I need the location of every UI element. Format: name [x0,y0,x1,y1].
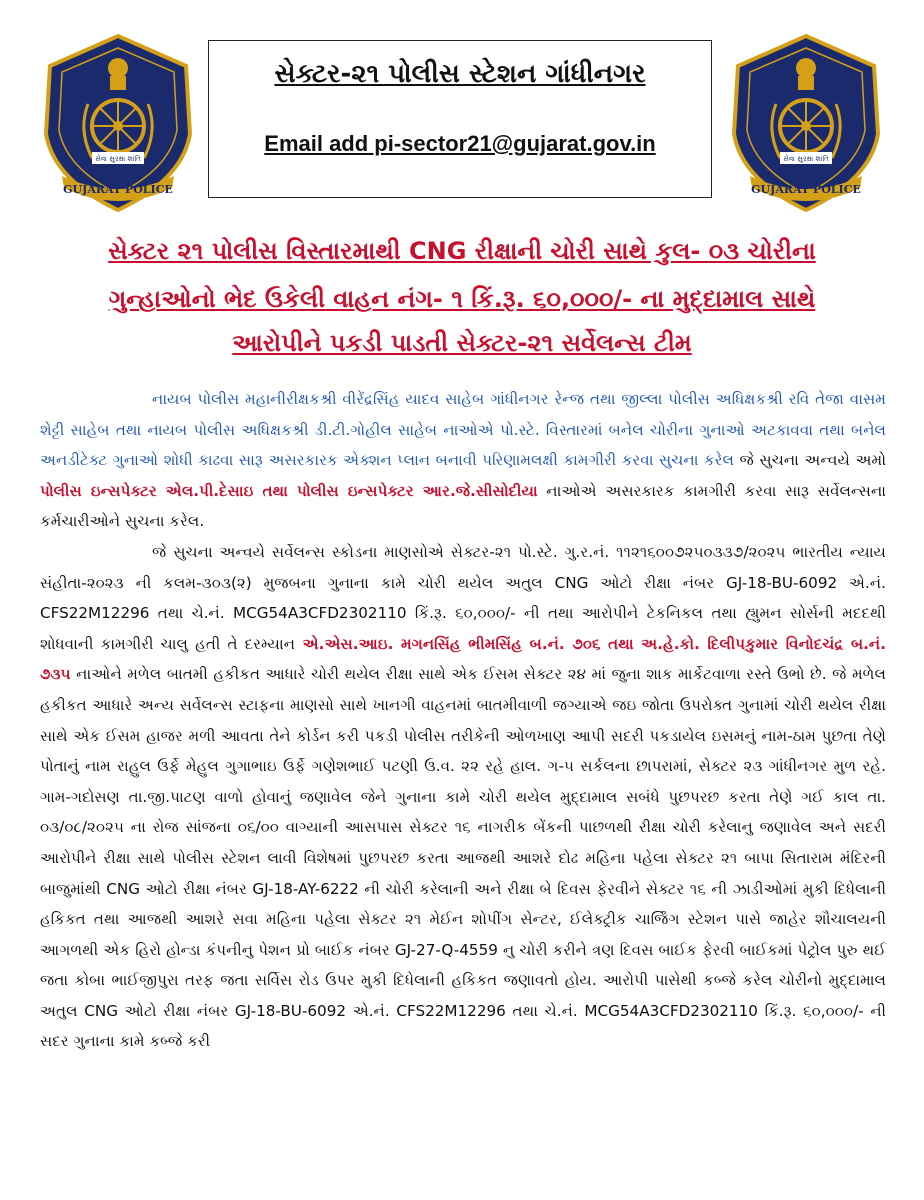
paragraph-1-directive: નાયબ પોલીસ મહાનીરીક્ષકશ્રી વીરેંદ્રસિંહ યાદવ સાહેબ ગાંધીનગર રેન્જ તથા જીલ્લા પોલીસ અધિક્ષકશ્રી રવિ તેજા વાસમ શેટ્ટી સાહેબ તથા નાયબ પોલીસ અધિક્ષકશ્રી ડી.ટી.ગોહીલ સાહેબ નાઓએ પો.સ્ટે. વિસ્તારમાં બનેલ ચોરીના ગુનાઓ અટકાવવા તથા બનેલ અનડીટેક્ટ ગુનાઓ શોધી કાઢવા સારૂ અસરકારક એક્શન પ્લાન બનાવી પરિણામલક્ષી કામગીરી કરવા સુચના કરેલ [40,390,886,470]
headline-line-2: ગુન્હાઓનો ભેદ ઉકેલી વાહન નંગ- ૧ કિં.રૂ. ૬૦,૦૦૦/- ના મુદ્દામાલ સાથે [108,285,816,313]
header-title: સેક્ટર-૨૧ પોલીસ સ્ટેશન ગાંધીનગર [274,59,646,89]
paragraph-2-text-b: નાઓને મળેલ બાતમી હકીકત આધારે ચોરી થયેલ રીક્ષા સાથે એક ઈસમ સેક્ટર ૨૪ માં જુના શાક માર્કેટવાળા રસ્તે ઉભો છે. જે મળેલ હકીકત આધારે અન્ય સર્વેલન્સ સ્ટાફના માણસો સાથે ખાનગી વાહનમાં બાતમીવાળી જગ્યાએ જઇ જોતા ઉપરોક્ત ગુનામાં ચોરી થયેલ રીક્ષા સાથે એક ઈસમ હાજર મળી આવતા તેને કોર્ડન કરી પકડી પોલીસ તરીકેની ઓળખાણ આપી સદરી પકડાયેલ ઇસમનું નામ-ઠામ પુછતા તેણે પોતાનું નામ રાહુલ ઉર્ફે મેહુલ ગુગાભાઇ ઉર્ફે ગણેશભાઈ પટણી ઉ.વ. ૨૨ રહે હાલ. ગ-૫ સર્કલના છાપરામાં, સેક્ટર ૨૩ ગાંધીનગર મુળ રહે. ગામ-ગદોસણ તા.જી.પાટણ વાળો હોવાનું જણાવેલ જેને ગુનાના કામે ચોરી થયેલ મુદ્દામાલ સબંધે પુછપરછ કરતા તેણે ગઈ કાલ તા. ૦૩/૦૮/૨૦૨૫ ના રોજ સાંજના ૦૬/૦૦ વાગ્યાની આસપાસ સેક્ટર ૧૬ નાગરીક બેંકની પાછળથી રીક્ષા ચોરી કરેલાનુ જણાવેલ અને સદરી આરોપીને રીક્ષા સાથે પોલીસ સ્ટેશન લાવી વિશેષમાં પુછપરછ કરતા આજથી આશરે દોઢ મહિના પહેલા સેક્ટર ૨૧ બાપા સિતારામ મંદિરની બાજુમાંથી CNG ઓટો રીક્ષા નંબર GJ-18-AY-6222 ની ચોરી કરેલાની અને રીક્ષા બે દિવસ ફેરવીને સેક્ટર ૧૬ ની ઝાડીઓમાં મુકી દિધેલાની હકિકત તથા આજથી આશરે સવા મહિના પહેલા સેક્ટર ૨૧ મેઈન શોપીંગ સેન્ટર, ઈલેક્ટ્રીક ચાર્જિંગ સ્ટેશન પાસે જાહેર શૌચાલયની આગળથી એક હિરો હોન્ડા કંપનીનુ પેશન પ્રો બાઈક નંબર GJ-27-Q-4559 નુ ચોરી કરીને ત્રણ દિવસ બાઈક ફેરવી બાઈકમાં પેટ્રોલ પુરુ થઈ જતા કોબા ભાઈજીપુરા તરફ જતા સર્વિસ રોડ ઉપર મુકી દિધેલાની હકિકત જણાવતો હોય. આરોપી પાસેથી કબ્જે કરેલ ચોરીનો મુદ્દામાલ અતુલ CNG ઓટો રીક્ષા નંબર GJ-18-BU-6092 એ.નં. CFS22M12296 તથા ચે.નં. MCG54A3CFD2302110 કિં.રૂ. ૬૦,૦૦૦/- ની સદર ગુનાના કામે કબ્જે કરી [40,665,886,1051]
paragraph-2 [40,537,886,1057]
header-email: Email add pi-sector21@gujarat.gov.in [264,131,656,156]
gujarat-police-emblem-right [720,30,892,216]
emblem-label: GUJARAT POLICE [63,183,173,196]
emblem-label: GUJARAT POLICE [751,183,861,196]
press-note-body [40,384,886,1057]
header-box [208,40,712,198]
headline-line-3: આરોપીને પકડી પાડતી સેક્ટર-૨૧ સર્વેલન્સ ટીમ [232,329,692,357]
paragraph-1 [40,384,886,537]
emblem-motto: સેવા સુરક્ષા શાંતિ [95,155,141,163]
paragraph-2-text-a: જે સુચના અન્વયે સર્વેલન્સ સ્કોડના માણસોએ સેક્ટર-૨૧ પો.સ્ટે. ગુ.ર.નં. ૧૧૨૧૬૦૦૭૨૫૦૩૩૭/૨૦૨૫ ભારતીય ન્યાય સંહીતા-૨૦૨૩ ની કલમ-૩૦૩(૨) મુજબના ગુનાના કામે ચોરી થયેલ અતુલ CNG ઓટો રીક્ષા નંબર GJ-18-BU-6092 એ.નં. CFS22M12296 તથા ચે.નં. MCG54A3CFD2302110 કિં.રૂ. ૬૦,૦૦૦/- ની તથા આરોપીને ટેકનિકલ તથા હ્યુમન સોર્સની મદદથી શોધવાની કામગીરી ચાલુ હતી તે દરમ્યાન [40,542,886,653]
paragraph-1-text-a: જે સુચના અન્વયે અમો [734,451,886,470]
paragraph-2-officers: એ.એસ.આઇ. મગનસિંહ ભીમસિંહ બ.નં. ૭૦૬ તથા અ.હે.કો. દિલીપકુમાર વિનોદચંદ્ર બ.નં. ૭૩૫ [40,634,886,684]
emblem-motto: સેવા સુરક્ષા શાંતિ [783,155,829,163]
gujarat-police-emblem-left [32,30,204,216]
paragraph-1-officers: પોલીસ ઇન્સપેક્ટર એલ.પી.દેસાઇ તથા પોલીસ ઇન્સપેક્ટર આર.જે.સીસોદીયા [40,481,538,500]
paragraph-1-text-b: નાઓએ અસરકારક કામગીરી કરવા સારૂ સર્વેલન્સના કર્મચારીઓને સુચના કરેલ. [40,481,886,531]
headline-line-1: સેક્ટર ૨૧ પોલીસ વિસ્તારમાથી CNG રીક્ષાની ચોરી સાથે કુલ- ૦૩ ચોરીના [108,237,816,265]
